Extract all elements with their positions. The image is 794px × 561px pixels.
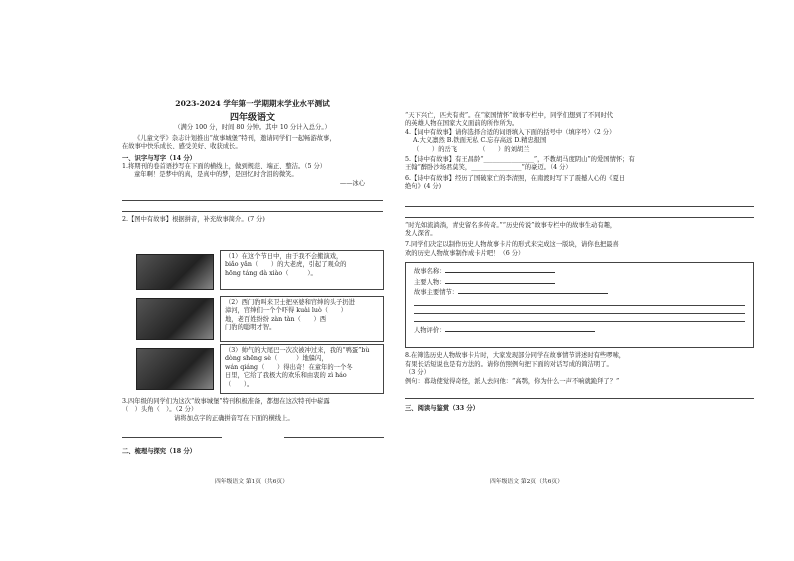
card-person-row <box>414 277 745 287</box>
card-plot-row <box>414 287 745 297</box>
story-box-3 <box>220 344 384 394</box>
section-two-heading: 二、梳理与探究（18 分） <box>122 448 196 456</box>
story-box-line: 门豹的聪明才智。 <box>225 324 276 332</box>
paragraph-line: 的英雄人物在国家大义面前的所作所为。 <box>405 120 519 128</box>
question-three-line: （ ）头角（ ）。（2 分） <box>122 406 198 414</box>
question-one-author: ——冰心 <box>339 179 365 187</box>
story-box-line: hōng táng dà xiào（ ）。 <box>225 269 317 277</box>
card-eval-label: 人物评价： <box>414 326 446 334</box>
exam-title: 2023-2024 学年第一学期期末学业水平测试 <box>175 99 330 108</box>
story-box-2 <box>220 296 384 342</box>
story-box-line: 地，老百姓纷纷 zàn tàn（ ）西 <box>225 315 327 323</box>
question-one: 1.将期刊的卷首语抄写在下面的横线上，做到规范、端正、整洁。（5 分） <box>122 163 327 171</box>
subject-title: 四年级语文 <box>229 113 275 124</box>
answer-line[interactable] <box>122 203 383 212</box>
section-one-heading: 一、识字与写字（14 分） <box>122 154 196 162</box>
story-card <box>405 262 754 348</box>
question-four-options: A.大义凛然 B.铁面无私 C.忘存高远 D.精忠报国 <box>413 137 547 145</box>
answer-line[interactable] <box>122 192 383 201</box>
question-one-quote: 童年啊！是梦中的真，是真中的梦，是回忆时含泪的微笑。 <box>134 171 298 179</box>
story-picture-tiger <box>136 254 214 290</box>
card-plot-line[interactable] <box>414 306 745 314</box>
card-plot-input[interactable] <box>458 287 608 294</box>
story-box-line: biǎo yǎn（ ）的大老虎，引起了观众的 <box>225 261 347 269</box>
paragraph-line: 发人深省。 <box>405 230 437 238</box>
page-two <box>397 0 794 561</box>
answer-line[interactable] <box>405 390 754 399</box>
card-name-label: 故事名称： <box>414 268 446 276</box>
question-eight-line: 有果长话短说也是有方法的。请你仿照例句把下面的对话写成的简洁明了。 <box>405 360 613 368</box>
paragraph-line: “时光如流淌淌，青史留名多传奇。”“历史传说”故事专栏中的故事生动有趣， <box>405 221 617 229</box>
score-note: （满分 100 分，时间 80 分钟。其中 10 分计入总分。） <box>174 124 331 132</box>
card-plot-line[interactable] <box>414 298 745 306</box>
answer-line[interactable] <box>405 198 754 207</box>
paragraph-line: “天下兴亡，匹夫有责”。在“家国情怀”故事专栏中，同学们想到了不同时代 <box>405 112 614 119</box>
card-person-input[interactable] <box>445 277 555 284</box>
story-picture-ximenbao <box>136 298 214 340</box>
question-four: 4.【词中有故事】请你选择合适的词语填入下面的括号中（填序号）（2 分） <box>405 128 616 136</box>
question-seven-line: 欢的历史人物故事制作成卡片吧！（6 分） <box>405 249 525 257</box>
story-box-line: 漳河，官绅们一个个吓得 kuài luò（ ） <box>225 307 347 315</box>
example-sentence: 例句：暮劫使觉得奇怪，派人去问他：“高鹗，你为什么一声不响就跪拜了？” <box>405 377 620 385</box>
story-box-line: （1）在这个节日中，由于我不会搬演戏， <box>225 253 343 260</box>
card-name-row <box>414 266 745 276</box>
question-eight-line: （3 分） <box>405 369 430 377</box>
card-plot-line[interactable] <box>414 314 745 322</box>
card-plot-label: 故事主要情节： <box>414 289 459 297</box>
answer-line[interactable] <box>122 429 222 438</box>
page-footer: 四年级语文 第1页（共6页） <box>215 478 288 485</box>
question-three-line: 3.四年级的同学们为这次“故事城堡”特刊积极准备，都想在这次特刊中崭露 <box>122 398 330 405</box>
answer-line[interactable] <box>284 429 384 438</box>
question-three-line: 请将加点字的正确拼音写在下面的横线上。 <box>174 414 294 422</box>
story-box-line: （ ）。 <box>225 380 254 388</box>
intro-line: 《儿童文学》杂志计划推出“故事城堡”特刊，邀请同学们一起畅游故事， <box>134 134 336 142</box>
question-five-line: 王翰“醉卧沙场君莫笑，________________”的豪迈。（4 分） <box>405 164 572 172</box>
story-box-line: wán qiáng（ ）得出奇！在童年的一个冬 <box>225 363 353 371</box>
question-eight-line: 8.在筛选历史人物故事卡片时，大家发现部分同学在故事情节讲述时有些啰嗦， <box>405 352 626 360</box>
question-seven-line: 7.同学们决定以制作历史人物故事卡片的形式来完成这一版块，请你也把最喜 <box>405 241 619 249</box>
story-box-line: （3）帅气的大尾巴一次次被冲过来，我的“鸭蛋”bù <box>225 347 370 354</box>
intro-line: 在故事中快乐成长、感受美好、收获成长。 <box>122 143 242 151</box>
question-five-line: 5.【诗中有故事】有王昌龄“________________”，不教胡马度阴山”的爱国情怀；有 <box>405 156 635 164</box>
card-name-input[interactable] <box>445 266 555 273</box>
question-six-line: 绝句》(4 分) <box>405 183 442 191</box>
question-two: 2.【图中有故事】根据拼音，补充故事简介。(7 分) <box>122 216 265 224</box>
question-six-line: 6.【诗中有故事】经历了国破家亡的李清照，在南渡时写下了震撼人心的《夏日 <box>405 174 626 182</box>
answer-line[interactable] <box>405 209 754 218</box>
page-footer: 四年级语文 第2页（共6页） <box>490 478 563 485</box>
card-person-label: 主要人物： <box>414 278 446 286</box>
question-four-fill[interactable]: （ ）的岳飞 （ ）的刘胡兰 <box>413 145 530 153</box>
story-box-line: 日里，它给了我极大的欢乐和由衷的 zì háo <box>225 372 347 380</box>
story-picture-goose <box>136 348 214 390</box>
card-eval-input[interactable] <box>445 325 595 332</box>
story-box-line: （2）西门豹叫来卫士把巫婆和官绅的头子扔进 <box>225 299 355 306</box>
card-eval-row <box>414 325 745 335</box>
section-three-heading: 三、阅读与鉴赏（33 分） <box>405 404 479 412</box>
story-box-1 <box>220 250 384 290</box>
story-box-line: dòng shēng sè（ ）地躲闪， <box>225 355 328 363</box>
question-three <box>122 398 384 457</box>
